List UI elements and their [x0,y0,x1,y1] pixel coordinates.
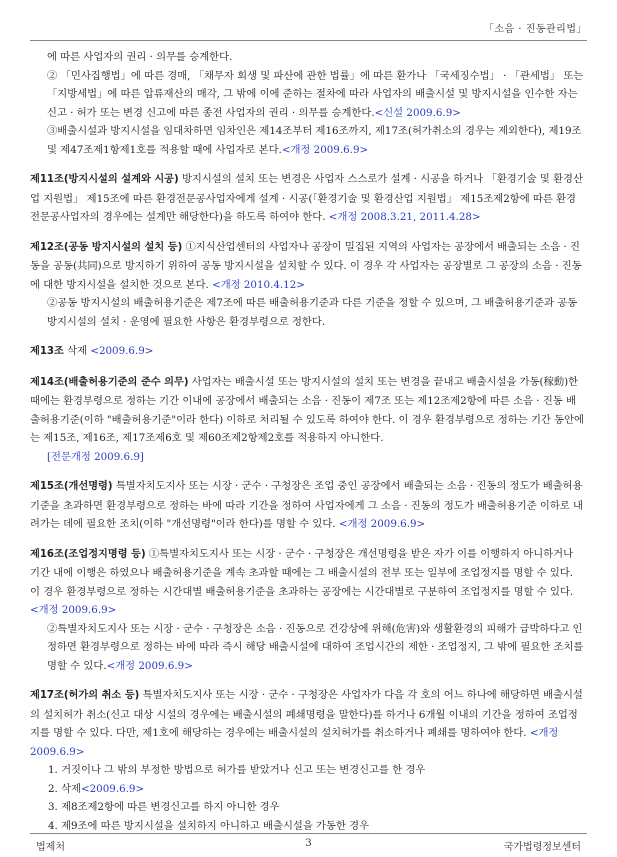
article-heading: 제13조 [30,346,64,357]
article-14 [30,373,585,467]
revision-note[interactable]: <2009.6.9> [90,345,154,357]
article-15 [30,477,585,534]
revision-note[interactable]: <2009.6.9> [81,782,145,795]
revision-note[interactable]: <개정 2008.3.21, 2011.4.28> [328,211,481,223]
revision-note[interactable]: <개정 2009.6.9> [30,604,117,616]
revision-note[interactable]: <개정 2009.6.9> [106,659,193,672]
article-17-item-1: 1. 거짓이나 그 밖의 부정한 방법으로 허가를 받았거나 신고 또는 변경신고를 한 경우 [48,764,426,776]
footer-source: 국가법령정보센터 [503,842,581,853]
article-heading: 제12조(공동 방지시설의 설치 등) [30,241,183,253]
article-17-item-3: 3. 제8조제2항에 따른 변경신고를 하지 아니한 경우 [48,801,280,813]
article-14-full-revision [30,448,585,467]
article-12-main: 제12조(공동 방지시설의 설치 등) ①지식산업센터의 사업자나 공장이 밀집된 지역의 사업자는 공장에서 배출되는 소음 · 진동을 공동(共同)으로 방지하기 위하여 공동 방지시설을 설치할 수 있다. 이 경우 각 사업자는 공장별로 그 공장의 소음 · 진동에 대한 방지시설을 설치한 것으로 본다. <개정 2010.4.12> [30,240,582,291]
page-number: 3 [305,838,312,849]
footer-publisher: 법제처 [36,842,65,853]
article-13 [30,342,585,362]
article-11 [30,170,585,227]
law-content [30,48,585,846]
article-16-para-2: ②특별자치도지사 또는 시장 · 군수 · 구청장은 소음 · 진동으로 건강상에 위해(危害)와 생활환경의 피해가 급박하다고 인정하면 환경부령으로 정하는 바에 따라 즉시 해당 배출시설에 대하여 조업시간의 제한 · 조업정지, 그 밖에 필요한 조치를 명할 수 있다.<개정 2009.6.9> [47,622,584,672]
article-heading: 제14조(배출허용기준의 준수 의무) [30,376,189,388]
footer-rule [30,833,587,834]
header-rule [30,40,587,41]
revision-note[interactable]: <개정 2009.6.9> [30,727,559,758]
revision-note[interactable]: <개정 2010.4.12> [212,278,305,291]
article-16 [30,545,585,676]
article-15-main: 제15조(개선명령) 특별자치도지사 또는 시장 · 군수 · 구청장은 조업 중인 공장에서 배출되는 소음 · 진동의 정도가 배출허용기준을 초과하면 환경부령으로 정하는 바에 따라 기간을 정하여 사업자에게 그 소음 · 진동의 정도가 배출허용기준 이하로 내려가는 데에 필요한 조치(이하 "개선명령"이라 한다)를 명할 수 있다. <개정 2009.6.9> [30,480,583,530]
article-17-main: 제17조(허가의 취소 등) 특별자치도지사 또는 시장 · 군수 · 구청장은 사업자가 다음 각 호의 어느 하나에 해당하면 배출시설의 설치허가 취소(신고 대상 시설의 경우에는 배출시설의 폐쇄명령을 말한다)를 하거나 6개월 이내의 기간을 정하여 조업정지를 명할 수 있다. 다만, 제1호에 해당하는 경우에는 배출시설의 설치허가를 취소하거나 폐쇄를 명하여야 한다. <개정 2009.6.9> [30,689,583,758]
article-12 [30,238,585,332]
article-12-para-2: ②공동 방지시설의 배출허용기준은 제7조에 따른 배출허용기준과 다른 기준을 정할 수 있으며, 그 배출허용기준과 공동 방지시설의 설치 · 운영에 필요한 사항은 환경부령으로 정한다. [47,297,578,328]
revision-note[interactable]: <개정 2009.6.9> [338,518,426,530]
revision-note[interactable]: <신설 2009.6.9> [374,106,461,119]
continuation-para-1: 에 따른 사업자의 권리 · 의무를 승계한다. [47,51,233,63]
article-heading: 제11조(방지시설의 설계와 시공) [30,174,179,185]
article-17-item-4: 4. 제9조에 따른 방지시설을 설치하지 아니하고 배출시설을 가동한 경우 [48,819,370,832]
article-heading: 제16조(조업정지명령 등) [30,548,146,560]
article-heading: 제15조(개선명령) [30,481,113,492]
article-heading: 제17조(허가의 취소 등) [30,690,140,701]
continuation-para-3: ③배출시설과 방지시설을 임대차하면 임차인은 제14조부터 제16조까지, 제17조(허가취소의 경우는 제외한다), 제19조 및 제47조제1항제1호를 적용할 때에 사업자로 본다.<개정 2009.6.9> [47,125,582,156]
revision-note[interactable]: <개정 2009.6.9> [281,143,369,156]
continuation-block [30,48,585,159]
running-header: 「소음 · 진동관리법」 [483,24,587,35]
article-17-item-2: 2. 삭제<2009.6.9> [48,782,145,795]
article-13-main: 제13조 삭제 <2009.6.9> [30,345,154,357]
continuation-para-2: ② 「민사집행법」에 따른 경매, 「채무자 회생 및 파산에 관한 법률」에 따른 환가나 「국세징수법」 · 「관세법」 또는 「지방세법」에 따른 압류재산의 매각, 그 밖에 이에 준하는 절차에 따라 사업자의 배출시설 및 방지시설을 인수한 자는 신고 · 허가 또는 변경 신고에 따른 종전 사업자의 권리 · 의무를 승계한다.<신설 2009.6.9> [47,69,584,119]
article-17 [30,686,585,835]
article-14-main: 제14조(배출허용기준의 준수 의무) 사업자는 배출시설 또는 방지시설의 설치 또는 변경을 끝내고 배출시설을 가동(稼動)한 때에는 환경부령으로 정하는 기간 이내에 공장에서 배출되는 소음 · 진동이 제7조 또는 제12조제2항에 따른 소음 · 진동 배출허용기준(이하 "배출허용기준"이라 한다) 이하로 처리될 수 있도록 하여야 한다. 이 경우 환경부령으로 정하는 기간 동안에는 제15조, 제16조, 제17조제6호 및 제60조제2항제2호를 적용하지 아니한다. [30,375,584,444]
revision-note[interactable]: [전문개정 2009.6.9] [47,450,144,463]
article-11-main: 제11조(방지시설의 설계와 시공) 방지시설의 설치 또는 변경은 사업자 스스로가 설계 · 시공을 하거나 「환경기술 및 환경산업 지원법」 제15조에 따른 환경전문공사업자에게 설계 · 시공(「환경기술 및 환경산업 지원법」 제15조제2항에 따른 환경전문공사업자의 경우에는 설계만 해당한다)을 하도록 하여야 한다. <개정 2008.3.21, 2011.4.28> [30,173,583,223]
article-16-main: 제16조(조업정지명령 등) ①특별자치도지사 또는 시장 · 군수 · 구청장은 개선명령을 받은 자가 이를 이행하지 아니하거나 기간 내에 이행은 하였으나 배출허용기준을 계속 초과할 때에는 그 배출시설의 전부 또는 일부에 조업정지를 명할 수 있다. 이 경우 환경부령으로 정하는 시간대별 배출허용기준을 초과하는 공장에는 시간대별로 구분하여 조업정지를 명할 수 있다. <개정 2009.6.9> [30,547,574,616]
